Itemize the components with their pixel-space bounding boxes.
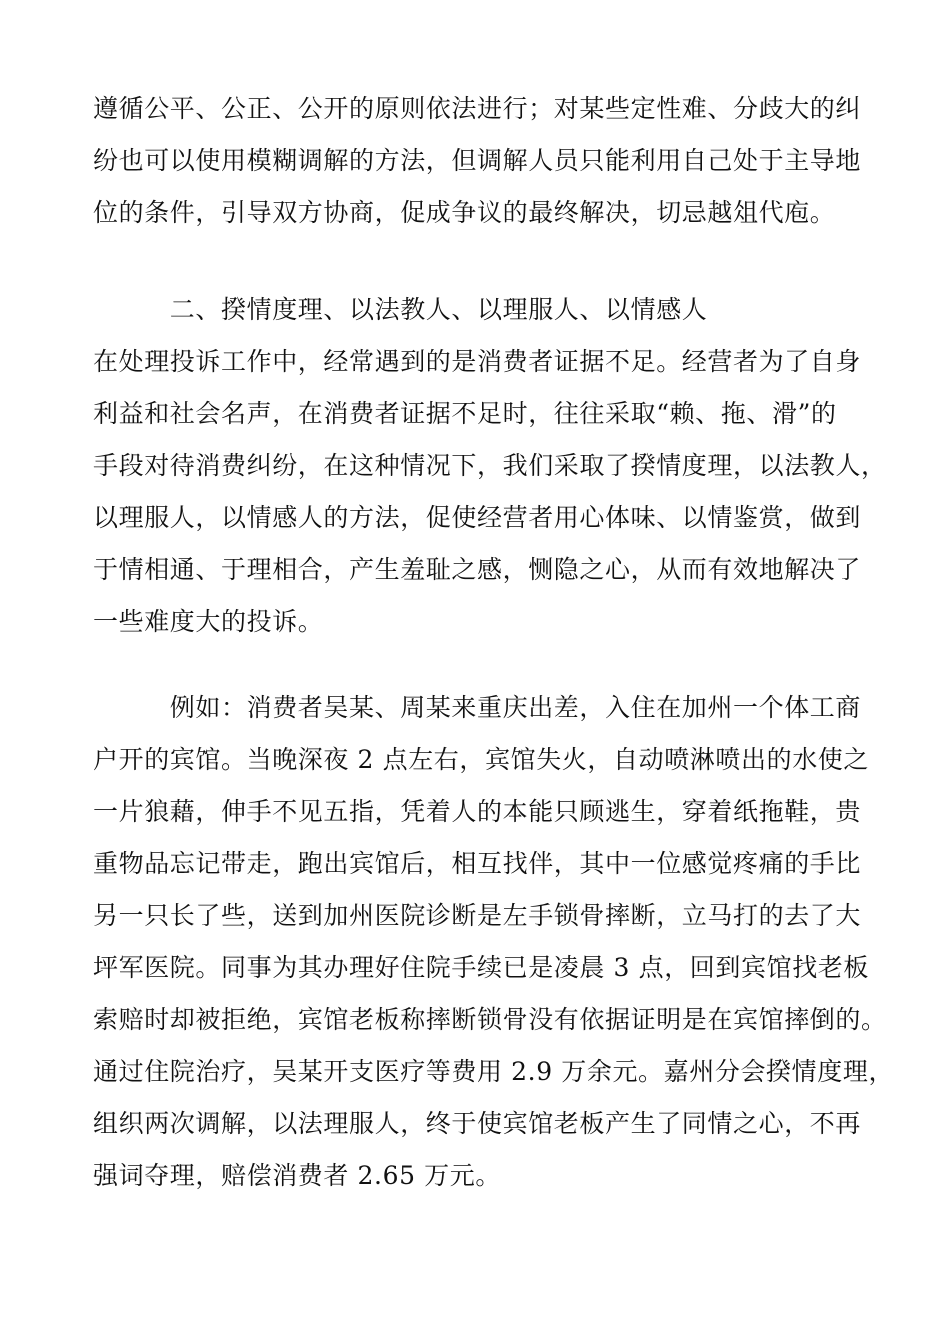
section-heading-2 — [93, 284, 863, 336]
text-line: 强词夺理，赔偿消费者 2.65 万元。 — [93, 1161, 501, 1190]
text-line: 户开的宾馆。当晚深夜 2 点左右，宾馆失火，自动喷淋喷出的水使之 — [93, 745, 870, 774]
text-line: 另一只长了些，送到加州医院诊断是左手锁骨摔断，立马打的去了大 — [93, 901, 862, 930]
text-line: 手段对待消费纠纷，在这种情况下，我们采取了揆情度理，以法教人， — [93, 451, 887, 480]
paragraph-complaint-handling — [93, 336, 887, 648]
text-line: 纷也可以使用模糊调解的方法，但调解人员只能利用自己处于主导地 — [93, 146, 862, 175]
text-line: 索赔时却被拒绝，宾馆老板称摔断锁骨没有依据证明是在宾馆摔倒的。 — [93, 1005, 887, 1034]
paragraph-mediation-principles — [93, 83, 863, 239]
text-line: 遵循公平、公正、公开的原则依法进行；对某些定性难、分歧大的纠 — [93, 94, 862, 123]
text-line: 位的条件，引导双方协商，促成争议的最终解决，切忌越俎代庖。 — [93, 198, 836, 227]
text-line: 通过住院治疗，吴某开支医疗等费用 2.9 万余元。嘉州分会揆情度理， — [93, 1057, 895, 1086]
text-line: 以理服人，以情感人的方法，促使经营者用心体味、以情鉴赏，做到 — [93, 503, 862, 532]
text-line: 一些难度大的投诉。 — [93, 607, 324, 636]
section-heading-text: 二、揆情度理、以法教人、以理服人、以情感人 — [93, 295, 708, 324]
paragraph-example-case — [93, 682, 895, 1202]
text-line: 利益和社会名声，在消费者证据不足时，往往采取“赖、拖、滑”的 — [93, 399, 837, 428]
text-line: 一片狼藉，伸手不见五指，凭着人的本能只顾逃生，穿着纸拖鞋，贵 — [93, 797, 862, 826]
text-line: 在处理投诉工作中，经常遇到的是消费者证据不足。经营者为了自身 — [93, 347, 862, 376]
text-line: 例如：消费者吴某、周某来重庆出差，入住在加州一个体工商 — [93, 693, 862, 722]
text-line: 坪军医院。同事为其办理好住院手续已是凌晨 3 点，回到宾馆找老板 — [93, 953, 870, 982]
text-line: 于情相通、于理相合，产生羞耻之感，恻隐之心，从而有效地解决了 — [93, 555, 862, 584]
text-line: 重物品忘记带走，跑出宾馆后，相互找伴，其中一位感觉疼痛的手比 — [93, 849, 862, 878]
text-line: 组织两次调解，以法理服人，终于使宾馆老板产生了同情之心，不再 — [93, 1109, 862, 1138]
